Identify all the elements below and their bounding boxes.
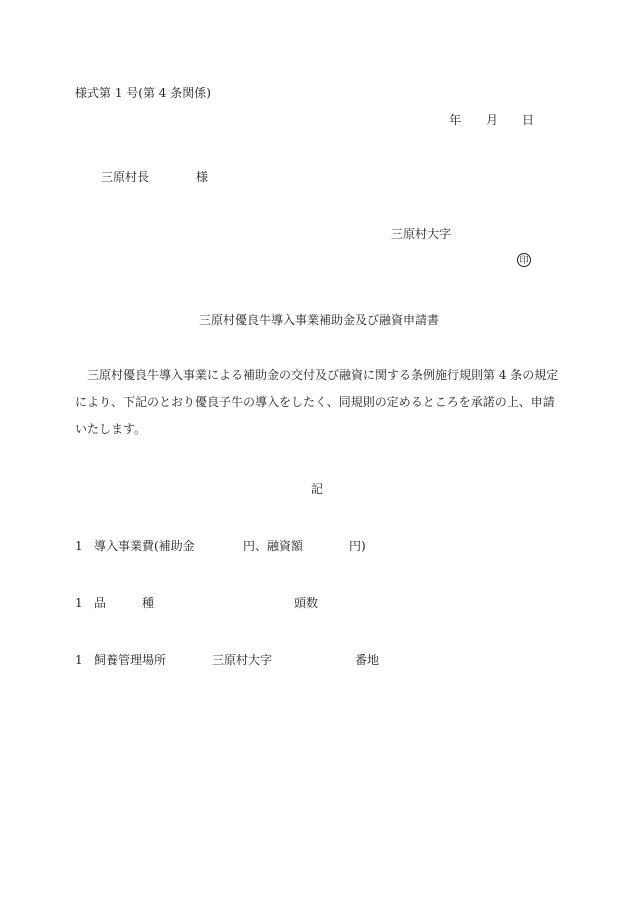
ki-heading: 記 — [311, 482, 324, 496]
item-3-label: 飼養管理場所 — [94, 653, 167, 667]
body-line-1: 三原村優良牛導入事業による補助金の交付及び融資に関する条例施行規則第 4 条の規定 — [87, 368, 559, 382]
item-3-field-b: 番地 — [355, 653, 380, 667]
seal-mark: 印 — [517, 253, 531, 267]
item-1-field-a: 円、融資額 — [243, 539, 304, 553]
date-year-label: 年 — [449, 113, 462, 127]
item-2-field-a: 頭数 — [294, 596, 319, 610]
item-1-label: 導入事業費(補助金 — [94, 539, 195, 553]
form-number: 様式第 1 号(第 4 条関係) — [75, 86, 211, 100]
addressee-honorific: 様 — [196, 170, 209, 184]
body-line-3: いたします。 — [75, 422, 147, 436]
addressee-name: 三原村長 — [101, 170, 150, 184]
item-2-label2: 種 — [142, 596, 155, 610]
document-title: 三原村優良牛導入事業補助金及び融資申請書 — [199, 313, 440, 327]
item-2-number: 1 — [75, 596, 83, 610]
applicant-address: 三原村大字 — [391, 227, 452, 241]
item-1-field-b: 円) — [349, 539, 366, 553]
item-1-number: 1 — [75, 539, 83, 553]
body-line-2: により、下記のとおり優良子牛の導入をしたく、同規則の定めるところを承諾の上、申請 — [75, 395, 555, 409]
date-day-label: 日 — [522, 113, 535, 127]
item-2-label: 品 — [94, 596, 107, 610]
item-3-number: 1 — [75, 653, 83, 667]
item-3-field-a: 三原村大字 — [212, 653, 273, 667]
date-month-label: 月 — [486, 113, 499, 127]
